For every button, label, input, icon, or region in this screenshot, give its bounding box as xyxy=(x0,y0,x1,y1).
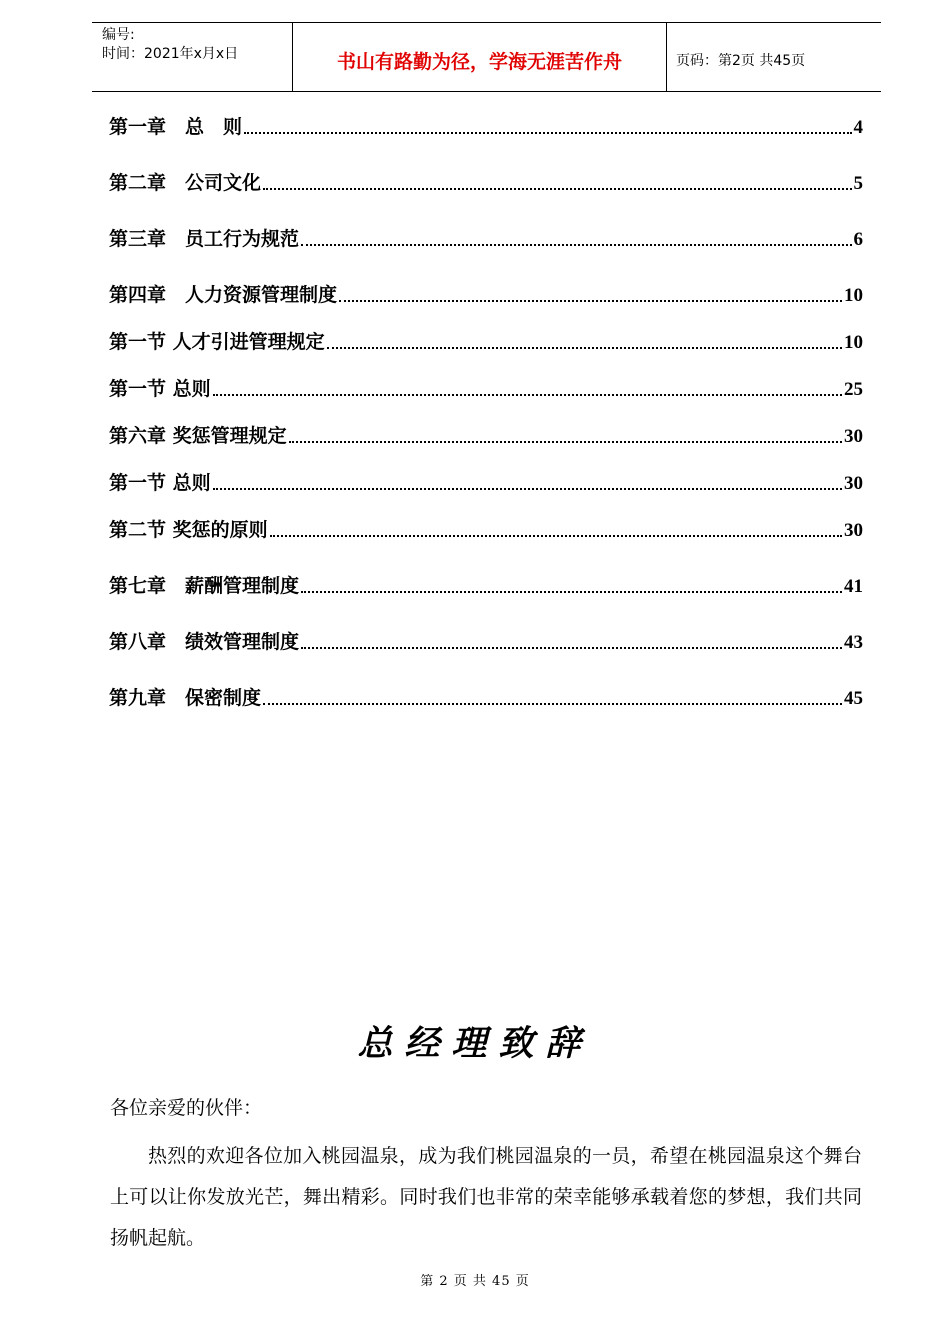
page-header xyxy=(92,22,881,92)
toc-entry[interactable] xyxy=(109,628,863,654)
toc-entry[interactable] xyxy=(109,225,863,251)
toc-entry[interactable] xyxy=(109,422,863,448)
toc-entry[interactable] xyxy=(109,281,863,307)
letter-paragraph: 热烈的欢迎各位加入桃园温泉，成为我们桃园温泉的一员，希望在桃园温泉这个舞台上可以让你发放光芒，舞出精彩。同时我们也非常的荣幸能够承载着您的梦想，我们共同扬帆起航。 xyxy=(110,1145,862,1249)
toc-page-number: 43 xyxy=(844,632,863,653)
toc-title: 第三章 员工行为规范 xyxy=(109,228,300,250)
toc-title: 第二节 奖惩的原则 xyxy=(109,519,268,541)
toc-page-number: 30 xyxy=(844,473,863,494)
time-label: 时间：2021年x月x日 xyxy=(102,46,239,62)
toc-title: 第二章 公司文化 xyxy=(109,172,262,194)
header-page-info: 页码：第2页 共45页 xyxy=(676,53,806,69)
header-motto-cell xyxy=(292,23,667,91)
letter-title: 总经理致辞 xyxy=(357,1023,593,1064)
toc-title: 第九章 保密制度 xyxy=(109,687,262,709)
toc-entry[interactable] xyxy=(109,469,863,495)
toc-page-number: 4 xyxy=(853,117,863,138)
toc-entry[interactable] xyxy=(109,375,863,401)
header-page-cell xyxy=(666,23,881,91)
toc-leader xyxy=(263,702,842,705)
page-footer: 第 2 页 共 45 页 xyxy=(420,1274,530,1289)
toc-title: 第四章 人力资源管理制度 xyxy=(109,284,338,306)
toc-leader xyxy=(244,131,851,134)
toc-page-number: 45 xyxy=(844,688,863,709)
toc-entry[interactable] xyxy=(109,328,863,354)
toc-entry[interactable] xyxy=(109,113,863,139)
toc-title: 第八章 绩效管理制度 xyxy=(109,631,300,653)
serial-label: 编号: xyxy=(102,27,135,43)
toc-page-number: 5 xyxy=(853,173,863,194)
toc-leader xyxy=(301,243,851,246)
toc-entry[interactable] xyxy=(109,684,863,710)
toc-title: 第一节 总则 xyxy=(109,472,211,494)
toc-title: 第一节 总则 xyxy=(109,378,211,400)
toc-page-number: 25 xyxy=(844,379,863,400)
toc-leader xyxy=(270,534,842,537)
toc-title: 第一节 人才引进管理规定 xyxy=(109,331,325,353)
toc-page-number: 30 xyxy=(844,426,863,447)
toc-page-number: 30 xyxy=(844,520,863,541)
toc-page-number: 10 xyxy=(844,332,863,353)
toc-leader xyxy=(301,590,842,593)
toc-leader xyxy=(327,346,842,349)
toc-entry[interactable] xyxy=(109,572,863,598)
toc-title: 第六章 奖惩管理规定 xyxy=(109,425,287,447)
toc-leader xyxy=(289,440,842,443)
toc-leader xyxy=(301,646,842,649)
toc-leader xyxy=(213,487,842,490)
toc-page-number: 6 xyxy=(853,229,863,250)
toc-entry[interactable] xyxy=(109,169,863,195)
toc-entry[interactable] xyxy=(109,516,863,542)
toc-leader xyxy=(339,299,842,302)
toc-leader xyxy=(263,187,851,190)
toc-title: 第一章 总 则 xyxy=(109,116,243,138)
toc-page-number: 10 xyxy=(844,285,863,306)
toc-page-number: 41 xyxy=(844,576,863,597)
letter-greeting: 各位亲爱的伙伴： xyxy=(110,1097,263,1119)
toc-title: 第七章 薪酬管理制度 xyxy=(109,575,300,597)
header-motto: 书山有路勤为径，学海无涯苦作舟 xyxy=(336,51,622,73)
toc-leader xyxy=(213,393,842,396)
header-meta-cell xyxy=(92,23,292,91)
